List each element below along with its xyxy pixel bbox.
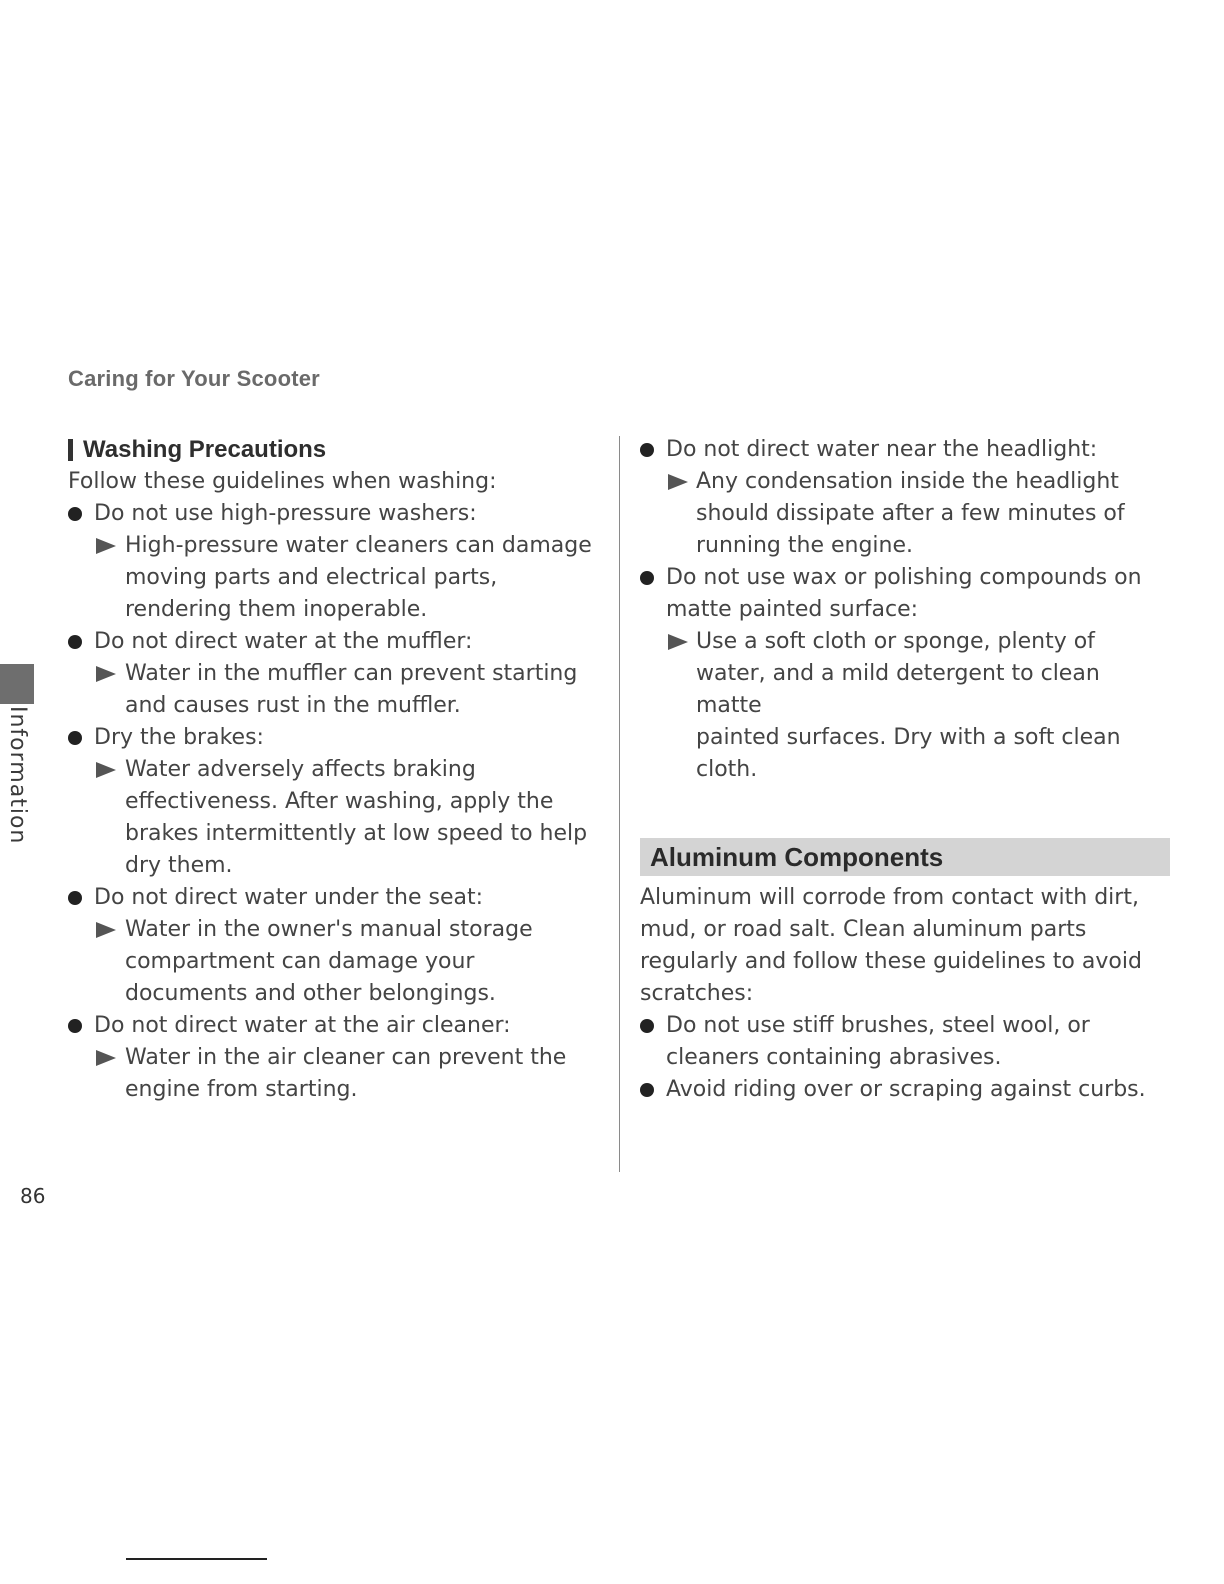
sub-text: rendering them inoperable.: [125, 597, 428, 622]
item-text: Do not use stiff brushes, steel wool, or: [666, 1013, 1090, 1038]
list-item: [640, 1010, 1170, 1074]
list-item: [640, 562, 1170, 786]
para-line: mud, or road salt. Clean aluminum parts: [640, 917, 1087, 942]
item-text: cleaners containing abrasives.: [666, 1045, 1002, 1070]
page-number: 86: [20, 1184, 46, 1208]
para-line: Aluminum will corrode from contact with dirt,: [640, 885, 1139, 910]
item-text: Do not direct water near the headlight:: [666, 437, 1098, 462]
arrow-icon: [668, 474, 688, 490]
sub-text: running the engine.: [696, 533, 914, 558]
bullet-icon: [640, 571, 654, 585]
bullet-icon: [640, 1019, 654, 1033]
sub-text: Water in the owner's manual storage: [125, 917, 533, 942]
list-item: [68, 722, 598, 882]
item-text: Dry the brakes:: [94, 725, 264, 750]
sub-text: painted surfaces. Dry with a soft clean: [696, 725, 1121, 750]
section-heading-text: Washing Precautions: [83, 436, 327, 463]
left-column: [68, 434, 598, 1106]
para-line: regularly and follow these guidelines to avoid: [640, 949, 1142, 974]
sub-text: water, and a mild detergent to clean matte: [696, 661, 1100, 718]
item-text: Do not direct water at the air cleaner:: [94, 1013, 511, 1038]
item-text: Do not direct water at the muffler:: [94, 629, 473, 654]
sub-text: and causes rust in the muffler.: [125, 693, 461, 718]
list-item: [640, 1074, 1170, 1106]
sub-text: dry them.: [125, 853, 233, 878]
intro-text: Follow these guidelines when washing:: [68, 469, 497, 494]
bullet-icon: [68, 891, 82, 905]
sub-text: Use a soft cloth or sponge, plenty of: [696, 629, 1095, 654]
list-item: [68, 1010, 598, 1106]
sub-text: engine from starting.: [125, 1077, 358, 1102]
sub-text: moving parts and electrical parts,: [125, 565, 498, 590]
arrow-icon: [96, 762, 116, 778]
para-line: scratches:: [640, 981, 754, 1006]
aluminum-paragraph: [640, 882, 1170, 1010]
arrow-icon: [96, 538, 116, 554]
section-banner: Aluminum Components: [640, 838, 1170, 876]
bullet-icon: [640, 1083, 654, 1097]
sub-text: Water in the air cleaner can prevent the: [125, 1045, 567, 1070]
arrow-icon: [96, 922, 116, 938]
sub-text: Water in the muffler can prevent starting: [125, 661, 578, 686]
bullet-icon: [68, 731, 82, 745]
right-column: [640, 434, 1170, 1106]
list-item: [68, 626, 598, 722]
item-text: Do not use wax or polishing compounds on: [666, 565, 1142, 590]
footer-rule: [126, 1558, 267, 1560]
running-header: Caring for Your Scooter: [68, 366, 320, 391]
list-item: [68, 882, 598, 1010]
section-tab-marker: [0, 664, 34, 704]
arrow-icon: [96, 1050, 116, 1066]
column-divider: [619, 436, 620, 1172]
arrow-icon: [96, 666, 116, 682]
arrow-icon: [668, 634, 688, 650]
bullet-icon: [68, 635, 82, 649]
heading-bar-icon: [68, 439, 73, 461]
bullet-icon: [68, 507, 82, 521]
item-text: Do not use high-pressure washers:: [94, 501, 477, 526]
sub-text: High-pressure water cleaners can damage: [125, 533, 592, 558]
sub-text: cloth.: [696, 757, 758, 782]
bullet-icon: [640, 443, 654, 457]
item-text: matte painted surface:: [666, 597, 919, 622]
sub-text: Any condensation inside the headlight: [696, 469, 1119, 494]
bullet-icon: [68, 1019, 82, 1033]
sub-text: documents and other belongings.: [125, 981, 496, 1006]
sub-text: brakes intermittently at low speed to help: [125, 821, 588, 846]
item-text: Do not direct water under the seat:: [94, 885, 484, 910]
sub-text: effectiveness. After washing, apply the: [125, 789, 554, 814]
section-heading: [68, 434, 598, 466]
sub-text: should dissipate after a few minutes of: [696, 501, 1125, 526]
section-tab-label: Information: [5, 706, 30, 845]
sub-text: compartment can damage your: [125, 949, 475, 974]
list-item: [68, 498, 598, 626]
item-text: Avoid riding over or scraping against curbs.: [666, 1077, 1146, 1102]
sub-text: Water adversely affects braking: [125, 757, 476, 782]
list-item: [640, 434, 1170, 562]
